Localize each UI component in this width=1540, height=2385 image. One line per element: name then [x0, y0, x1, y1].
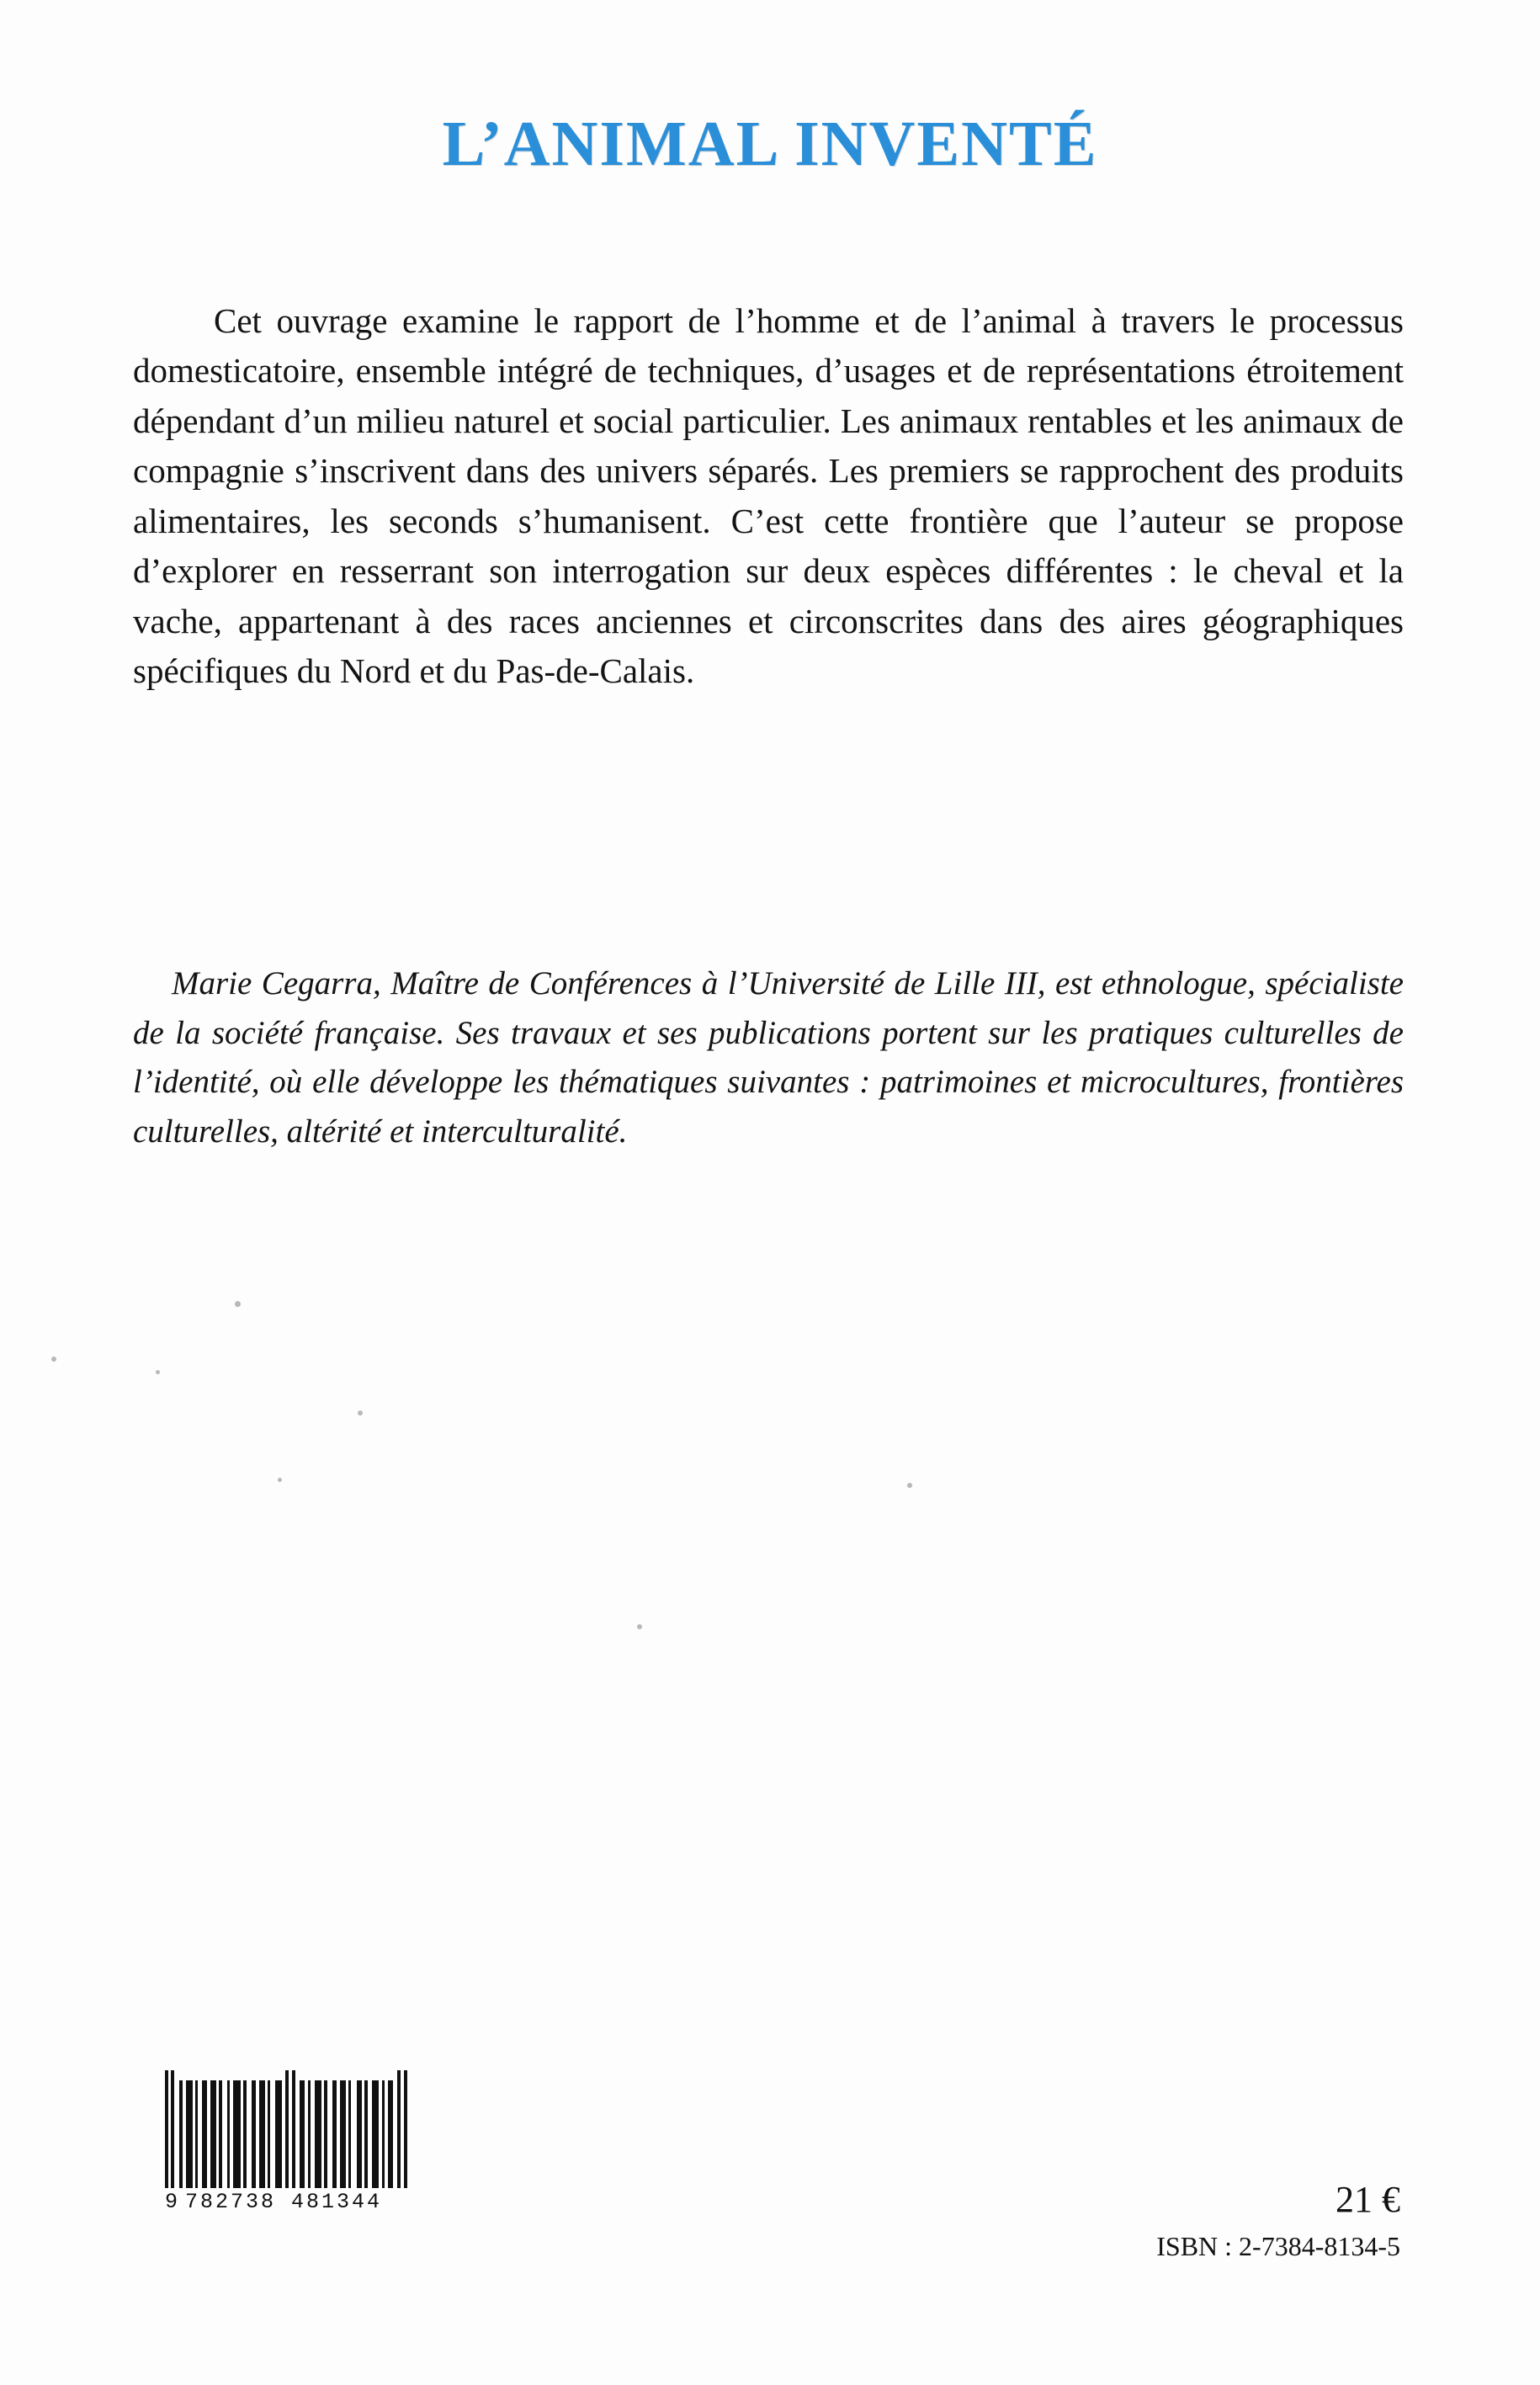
barcode-bars: [165, 2080, 485, 2188]
barcode-block: [165, 2080, 485, 2214]
price-label: 21 €: [1336, 2179, 1400, 2220]
author-biography-paragraph: Marie Cegarra, Maître de Conférences à l’Université de Lille III, est ethnologue, spécialiste de la société française. Ses travaux et ses publications portent sur les pratiques culturelles de l’identité, où elle développe les thématiques suivantes : patrimoines et microcultures, frontières culturelles, altérité et interculturalité.: [133, 965, 1404, 1150]
page-title: L’ANIMAL INVENTÉ: [442, 109, 1098, 179]
book-description-paragraph: Cet ouvrage examine le rapport de l’homme et de l’animal à travers le processus domesticatoire, ensemble intégré de techniques, d’usages et de représentations étroitement dépendant d’un milieu naturel et social particulier. Les animaux rentables et les animaux de compagnie s’inscrivent dans des univers séparés. Les premiers se rapprochent des produits alimentaires, les seconds s’humanisent. C’est cette frontière que l’auteur se propose d’explorer en resserrant son interrogation sur deux espèces différentes : le cheval et la vache, appartenant à des races anciennes et circonscrites dans des aires géographiques spécifiques du Nord et du Pas-de-Calais.: [133, 301, 1404, 691]
barcode-lead-digit: 9: [165, 2190, 181, 2214]
barcode-number: 782738 481344: [185, 2190, 383, 2214]
barcode-digits: [165, 2190, 485, 2214]
isbn-label: ISBN : 2-7384-8134-5: [1156, 2231, 1400, 2261]
price-block: [1156, 2178, 1400, 2262]
